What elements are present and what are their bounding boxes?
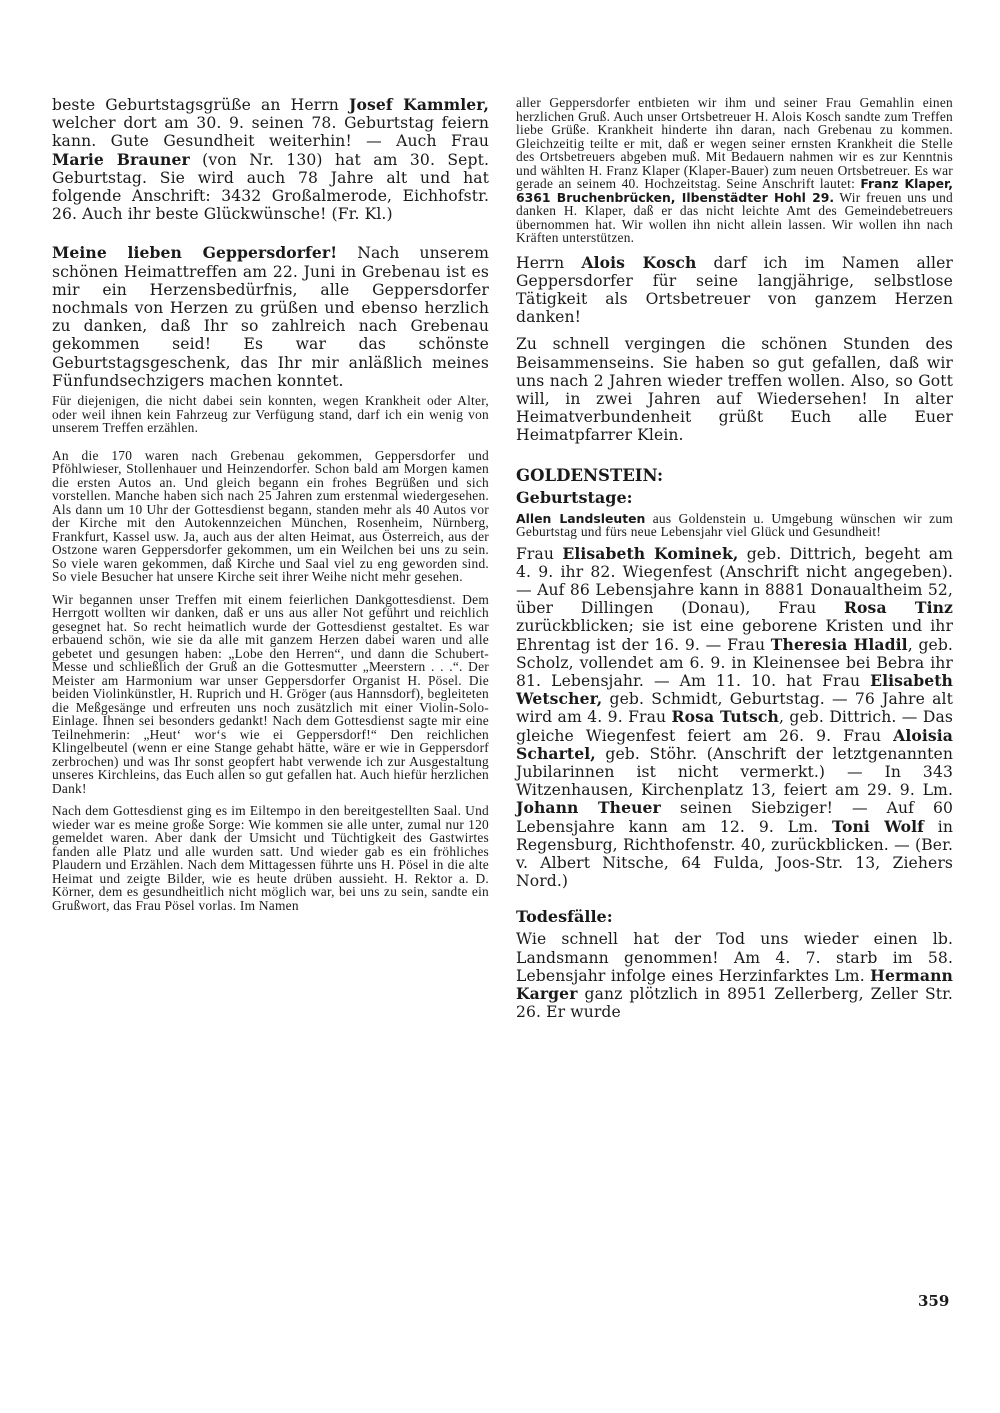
paragraph-arrivals: An die 170 waren nach Grebenau gekommen, Geppersdorfer und Pföhlwieser, Stollenhauer und Heinzendorfer. Schon bald am Morgen kamen die ersten Autos an. Und gleich begann ein frohes Begrüßen und sich vorstellen. Manche haben sich nach 25 Jahren zum erstenmal wiedergesehen. Als dann um 10 Uhr der Gottesdienst begann, standen mehr als 40 Autos vor der Kirche mit den Autokennzeichen München, Rosenheim, Nürnberg, Frankfurt, Kassel usw. Ja, auch aus der alten Heimat, aus Österreich, aus der Ostzone waren Geppersdorfer gekommen, um ein Weilchen bei uns zu sein. So viele waren gekommen, daß Kirche und Saal viel zu eng geworden sind. So viele Besucher hat unsere Kirche seit ihrer Weihe nicht mehr gesehen. — [52, 447, 489, 585]
name-rosa-tutsch: Rosa Tutsch — [671, 707, 779, 727]
name-theresia-hladil: Theresia Hladil — [770, 634, 908, 654]
paragraph-for-absentees: Für diejenigen, die nicht dabei sein konnten, wegen Krankheit oder Alter, oder weil ihnen kein Fahrzeug zur Verfügung stand, darf ich ein wenig von unserem Treffen erzählen. — [52, 393, 489, 436]
page-number: 359 — [918, 1292, 950, 1310]
letter-salutation: Meine lieben Geppersdorfer! — [52, 243, 338, 263]
name-marie-brauner: Marie Brauner — [52, 149, 190, 169]
paragraph-birthday-wishes: Allen Landsleuten aus Goldenstein u. Umgebung wünschen wir zum Geburtstag und fürs neue Lebensjahr viel Glück und Gesundheit! — [516, 510, 953, 540]
paragraph-letter-intro: Meine lieben Geppersdorfer! Nach unserem schönen Heimattreffen am 22. Juni in Grebenau ist es mir ein Herzensbedürfnis, alle Geppersdorfer nochmals von Herzen zu grüßen und ebenso herzlich zu danken, daß Ihr so zahlreich nach Grebenau gekommen seid! Es war das schönste Geburtstagsgeschenk, das Ihr mir anläßlich meines Fünfundsechzigers machen konntet. — [52, 243, 489, 390]
name-elisabeth-kominek: Elisabeth Kominek, — [562, 543, 739, 563]
name-aloisia-schartel: Aloisia Schartel, — [516, 725, 953, 763]
name-hermann-karger: Hermann Karger — [516, 965, 953, 1003]
subheading-birthdays: Geburtstage: — [516, 487, 633, 507]
subheading-deaths: Todesfälle: — [516, 907, 613, 927]
name-alois-kosch: Alois Kosch — [581, 252, 697, 272]
paragraph-church-service: Wir begannen unser Treffen mit einem feierlichen Dankgottesdienst. Dem Herrgott wollten wir danken, daß er uns aus aller Not geführt und reichlich gesegnet hat. So recht heimatlich wurde der Gottesdienst gestaltet. Es war erbauend schön, wie sie da alle mit ganzem Herzen dabei waren und alle gebetet und gesungen haben: „Lobe den Herren“, und dann die Schubert-Messe und schließlich der Gruß an die Gottesmutter „Meerstern . . .“. Der Meister am Harmonium war unser Geppersdorfer Organist H. Pösel. Die beiden Violinkünstler, H. Ruprich und H. Gröger (aus Hannsdorf), begleiteten die Meßgesänge und erfreuten uns noch zusätzlich mit einer Violin-Solo-Einlage. Ihnen sei besonders gedankt! Nach dem Gottesdienst sagte mir eine Teilnehmerin: „Heut‘ wor‘s wie ei Geppersdorf!“ Den reichlichen Klingelbeutel (wenn er eine Stange gehabt hätte, wäre er wie in Geppersdorf zerbrochen) und was Ihr sonst geopfert habt verwende ich zur Ausgestaltung unseres Kirchleins, das Euch allen so gut gefallen hat. Auch hiefür herzlichen Dank! — [52, 591, 489, 796]
address-franz-klaper: Franz Klaper, 6361 Bruchenbrücken, Ilbenstädter Hohl 29. — [516, 176, 954, 205]
left-column — [52, 96, 489, 912]
paragraph-thanks-kosch: Herrn Alois Kosch darf ich im Namen aller Geppersdorfer für seine langjährige, selbstlose Tätigkeit als Ortsbetreuer von ganzem Herzen danken! — [516, 252, 953, 327]
right-column — [516, 96, 953, 1021]
paragraph-hall-gathering: Nach dem Gottesdienst ging es im Eiltempo in den bereitgestellten Saal. Und wieder war es meine große Sorge: Wie kommen sie alle unter, zumal nur 120 gemeldet waren. Aber dank der Umsicht und Tüchtigkeit des Gastwirtes fanden alle Platz und alle wurden satt. Und wieder gab es ein fröhliches Plaudern und Erzählen. Nach dem Mittagessen führte uns H. Pösel in die alte Heimat und zeigte Bilder, wie es heute drüben aussieht. H. Rektor a. D. Körner, dem es gesundheitlich nicht möglich war, bei uns zu sein, sandte ein Grußwort, das Frau Pösel vorlas. Im Namen — [52, 803, 489, 913]
name-elisabeth-wetscher: Elisabeth Wetscher, — [516, 670, 953, 709]
paragraph-obituary: Wie schnell hat der Tod uns wieder einen lb. Landsmann genommen! Am 4. 7. starb im 58. Lebensjahr infolge eines Herzinfarktes Lm. Hermann Karger ganz plötzlich in 8951 Zellerberg, Zeller Str. 26. Er wurde — [516, 930, 953, 1022]
paragraph-birthday-greetings: beste Geburtstagsgrüße an Herrn Josef Kammler, welcher dort am 30. 9. seinen 78. Geburtstag feiern kann. Gute Gesundheit weiterhin! — Auch Frau Marie Brauner (von Nr. 130) hat am 30. Sept. Geburtstag. Sie wird auch 78 Jahre alt und hat folgende Anschrift: 3432 Großalmerode, Eichhofstr. 26. Auch ihr beste Glückwünsche! (Fr. Kl.) — [52, 95, 489, 224]
name-rosa-tinz: Rosa Tinz — [844, 598, 953, 618]
name-johann-theuer: Johann Theuer — [516, 798, 661, 818]
paragraph-ortsbetreuer: aller Geppersdorfer entbieten wir ihm und seiner Frau Gemahlin einen herzlichen Gruß. Auch unser Ortsbetreuer H. Alois Kosch sandte zum Treffen liebe Grüße. Krankheit hinderte ihn daran, nach Grebenau zu kommen. Gleichzeitig teilte er mit, daß er wegen seiner ernsten Krankheit die Stelle des Ortsbetreuers abgeben muß. Mit Bedauern nahmen wir es zur Kenntnis und wählten H. Franz Klaper (Klaper-Bauer) zum neuen Ortsbetreuer. Es war gerade an seinem 40. Hochzeitstag. Seine Anschrift lautet: Franz Klaper, 6361 Bruchenbrücken, Ilbenstädter Hohl 29. Wir freuen uns und danken H. Klaper, daß er das nicht leichte Amt des Gemeindebetreuers übernommen hat. Wir wollen ihn nicht allein lassen. Wir wollen ihn nach Kräften unterstützen. — [516, 95, 954, 245]
name-toni-wolf: Toni Wolf — [832, 816, 924, 836]
paragraph-farewell: Zu schnell vergingen die schönen Stunden des Beisammenseins. Sie haben so gut gefallen, daß wir uns nach 2 Jahren wieder treffen wollen. Also, so Gott will, in zwei Jahren auf Wiedersehen! In alter Heimatverbundenheit grüßt Euch alle Euer Heimatpfarrer Klein. — [516, 335, 953, 445]
section-heading-goldenstein: GOLDENSTEIN: — [516, 465, 664, 485]
paragraph-birthday-list: Frau Elisabeth Kominek, geb. Dittrich, begeht am 4. 9. ihr 82. Wiegenfest (Anschrift nicht angegeben). — Auf 86 Lebensjahre kann in 8881 Donaualtheim 52, über Dillingen (Donau), Frau Rosa Tinz zurückblicken; sie ist eine geborene Kristen und ihr Ehrentag ist der 16. 9. — Frau Theresia Hladil, geb. Scholz, vollendet am 6. 9. in Kleinensee bei Bebra ihr 81. Lebensjahr. — Am 11. 10. hat Frau Elisabeth Wetscher, geb. Schmidt, Geburtstag. — 76 Jahre alt wird am 4. 9. Frau Rosa Tutsch, geb. Dittrich. — Das gleiche Wiegenfest feiert am 26. 9. Frau Aloisia Schartel, geb. Stöhr. (Anschrift der letztgenannten Jubilarinnen ist nicht vermerkt.) — In 343 Witzenhausen, Kirchenplatz 13, feiert am 29. 9. Lm. Johann Theuer seinen Siebziger! — Auf 60 Lebensjahre kann am 12. 9. Lm. Toni Wolf in Regensburg, Richthofenstr. 40, zurückblicken. — (Ber. v. Albert Nitsche, 64 Fulda, Joos-Str. 13, Ziehers Nord.) — [516, 543, 954, 891]
name-josef-kammler: Josef Kammler, — [348, 95, 489, 114]
